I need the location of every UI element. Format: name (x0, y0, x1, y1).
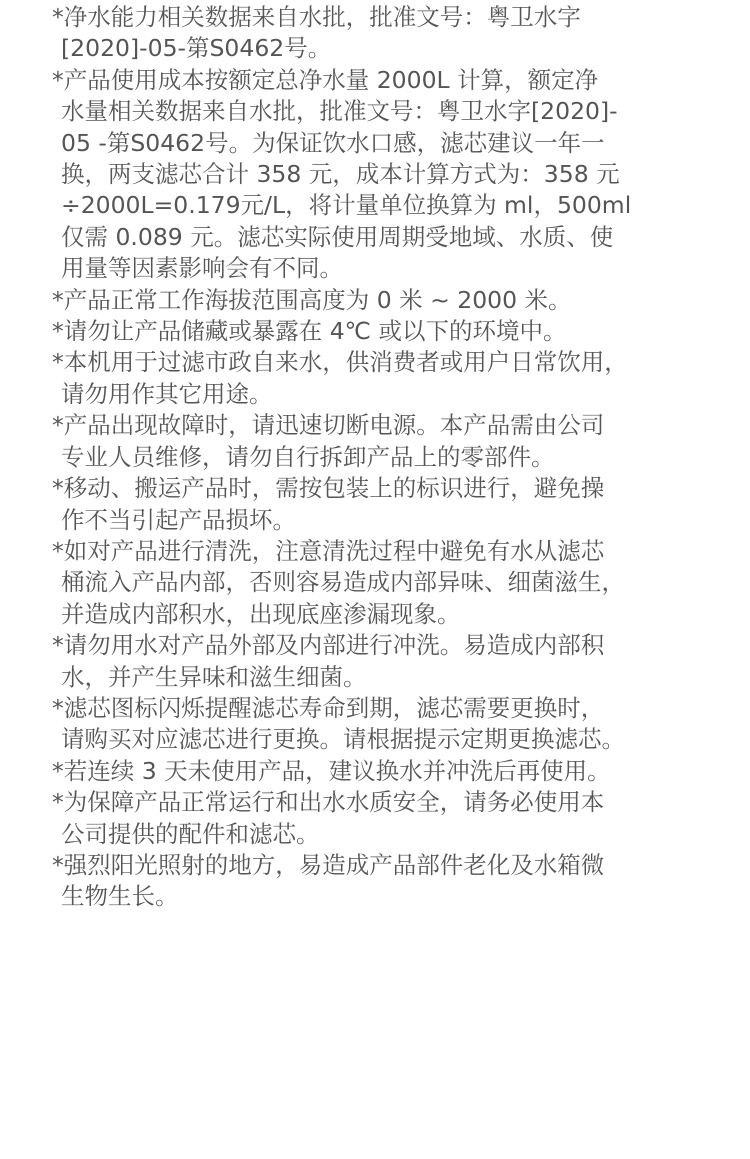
note-item (52, 787, 682, 850)
note-item (52, 850, 682, 913)
note-line: 05 -第S0462号。为保证饮水口感，滤芯建议一年一 (61, 128, 605, 157)
note-line: *请勿用水对产品外部及内部进行冲洗。易造成内部积 (52, 631, 605, 660)
note-line: 并造成内部积水，出现底座渗漏现象。 (61, 599, 461, 628)
note-line: 请勿用作其它用途。 (61, 379, 273, 408)
note-line: *强烈阳光照射的地方，易造成产品部件老化及水箱微 (52, 850, 605, 879)
note-line: 水，并产生异味和滋生细菌。 (61, 662, 367, 691)
note-line: *移动、搬运产品时，需按包装上的标识进行，避免操 (52, 474, 605, 503)
note-line: 用量等因素影响会有不同。 (61, 254, 343, 283)
note-line: 公司提供的配件和滤芯。 (61, 819, 320, 848)
note-item (52, 473, 682, 536)
note-line: *如对产品进行清洗，注意清洗过程中避免有水从滤芯 (52, 536, 605, 565)
note-line: 作不当引起产品损坏。 (61, 505, 296, 534)
notes-list (52, 2, 682, 913)
note-line: *请勿让产品储藏或暴露在 4℃ 或以下的环境中。 (52, 317, 567, 346)
note-item (52, 630, 682, 693)
note-line: 请购买对应滤芯进行更换。请根据提示定期更换滤芯。 (61, 725, 625, 754)
note-line: 生物生长。 (61, 882, 179, 911)
note-item (52, 65, 682, 285)
note-item (52, 693, 682, 756)
note-line: *净水能力相关数据来自水批，批准文号：粤卫水字 (52, 3, 581, 31)
note-line: ÷2000L=0.179元/L，将计量单位换算为 ml，500ml (61, 191, 632, 220)
note-line: [2020]-05-第S0462号。 (61, 34, 332, 63)
note-line: *为保障产品正常运行和出水水质安全，请务必使用本 (52, 788, 605, 817)
note-item (52, 536, 682, 630)
note-item (52, 347, 682, 410)
note-line: 仅需 0.089 元。滤芯实际使用周期受地域、水质、使 (61, 222, 614, 251)
note-line: *产品使用成本按额定总净水量 2000L 计算，额定净 (52, 65, 599, 94)
note-item (52, 285, 682, 316)
note-line: *本机用于过滤市政自来水，供消费者或用户日常饮用， (52, 348, 628, 377)
note-item (52, 756, 682, 787)
note-line: 水量相关数据来自水批，批准文号：粤卫水字[2020]- (61, 97, 618, 126)
note-line: 桶流入产品内部，否则容易造成内部异味、细菌滋生， (61, 568, 625, 597)
note-line: *产品出现故障时，请迅速切断电源。本产品需由公司 (52, 411, 605, 440)
note-line: *若连续 3 天未使用产品，建议换水并冲洗后再使用。 (52, 756, 611, 785)
note-line: 换，两支滤芯合计 358 元，成本计算方式为：358 元 (61, 160, 620, 189)
note-line: 专业人员维修，请勿自行拆卸产品上的零部件。 (61, 442, 555, 471)
note-line: *滤芯图标闪烁提醒滤芯寿命到期，滤芯需要更换时， (52, 693, 605, 722)
note-item (52, 316, 682, 347)
note-item (52, 410, 682, 473)
note-item (52, 2, 682, 65)
note-line: *产品正常工作海拔范围高度为 0 米 ~ 2000 米。 (52, 285, 572, 314)
